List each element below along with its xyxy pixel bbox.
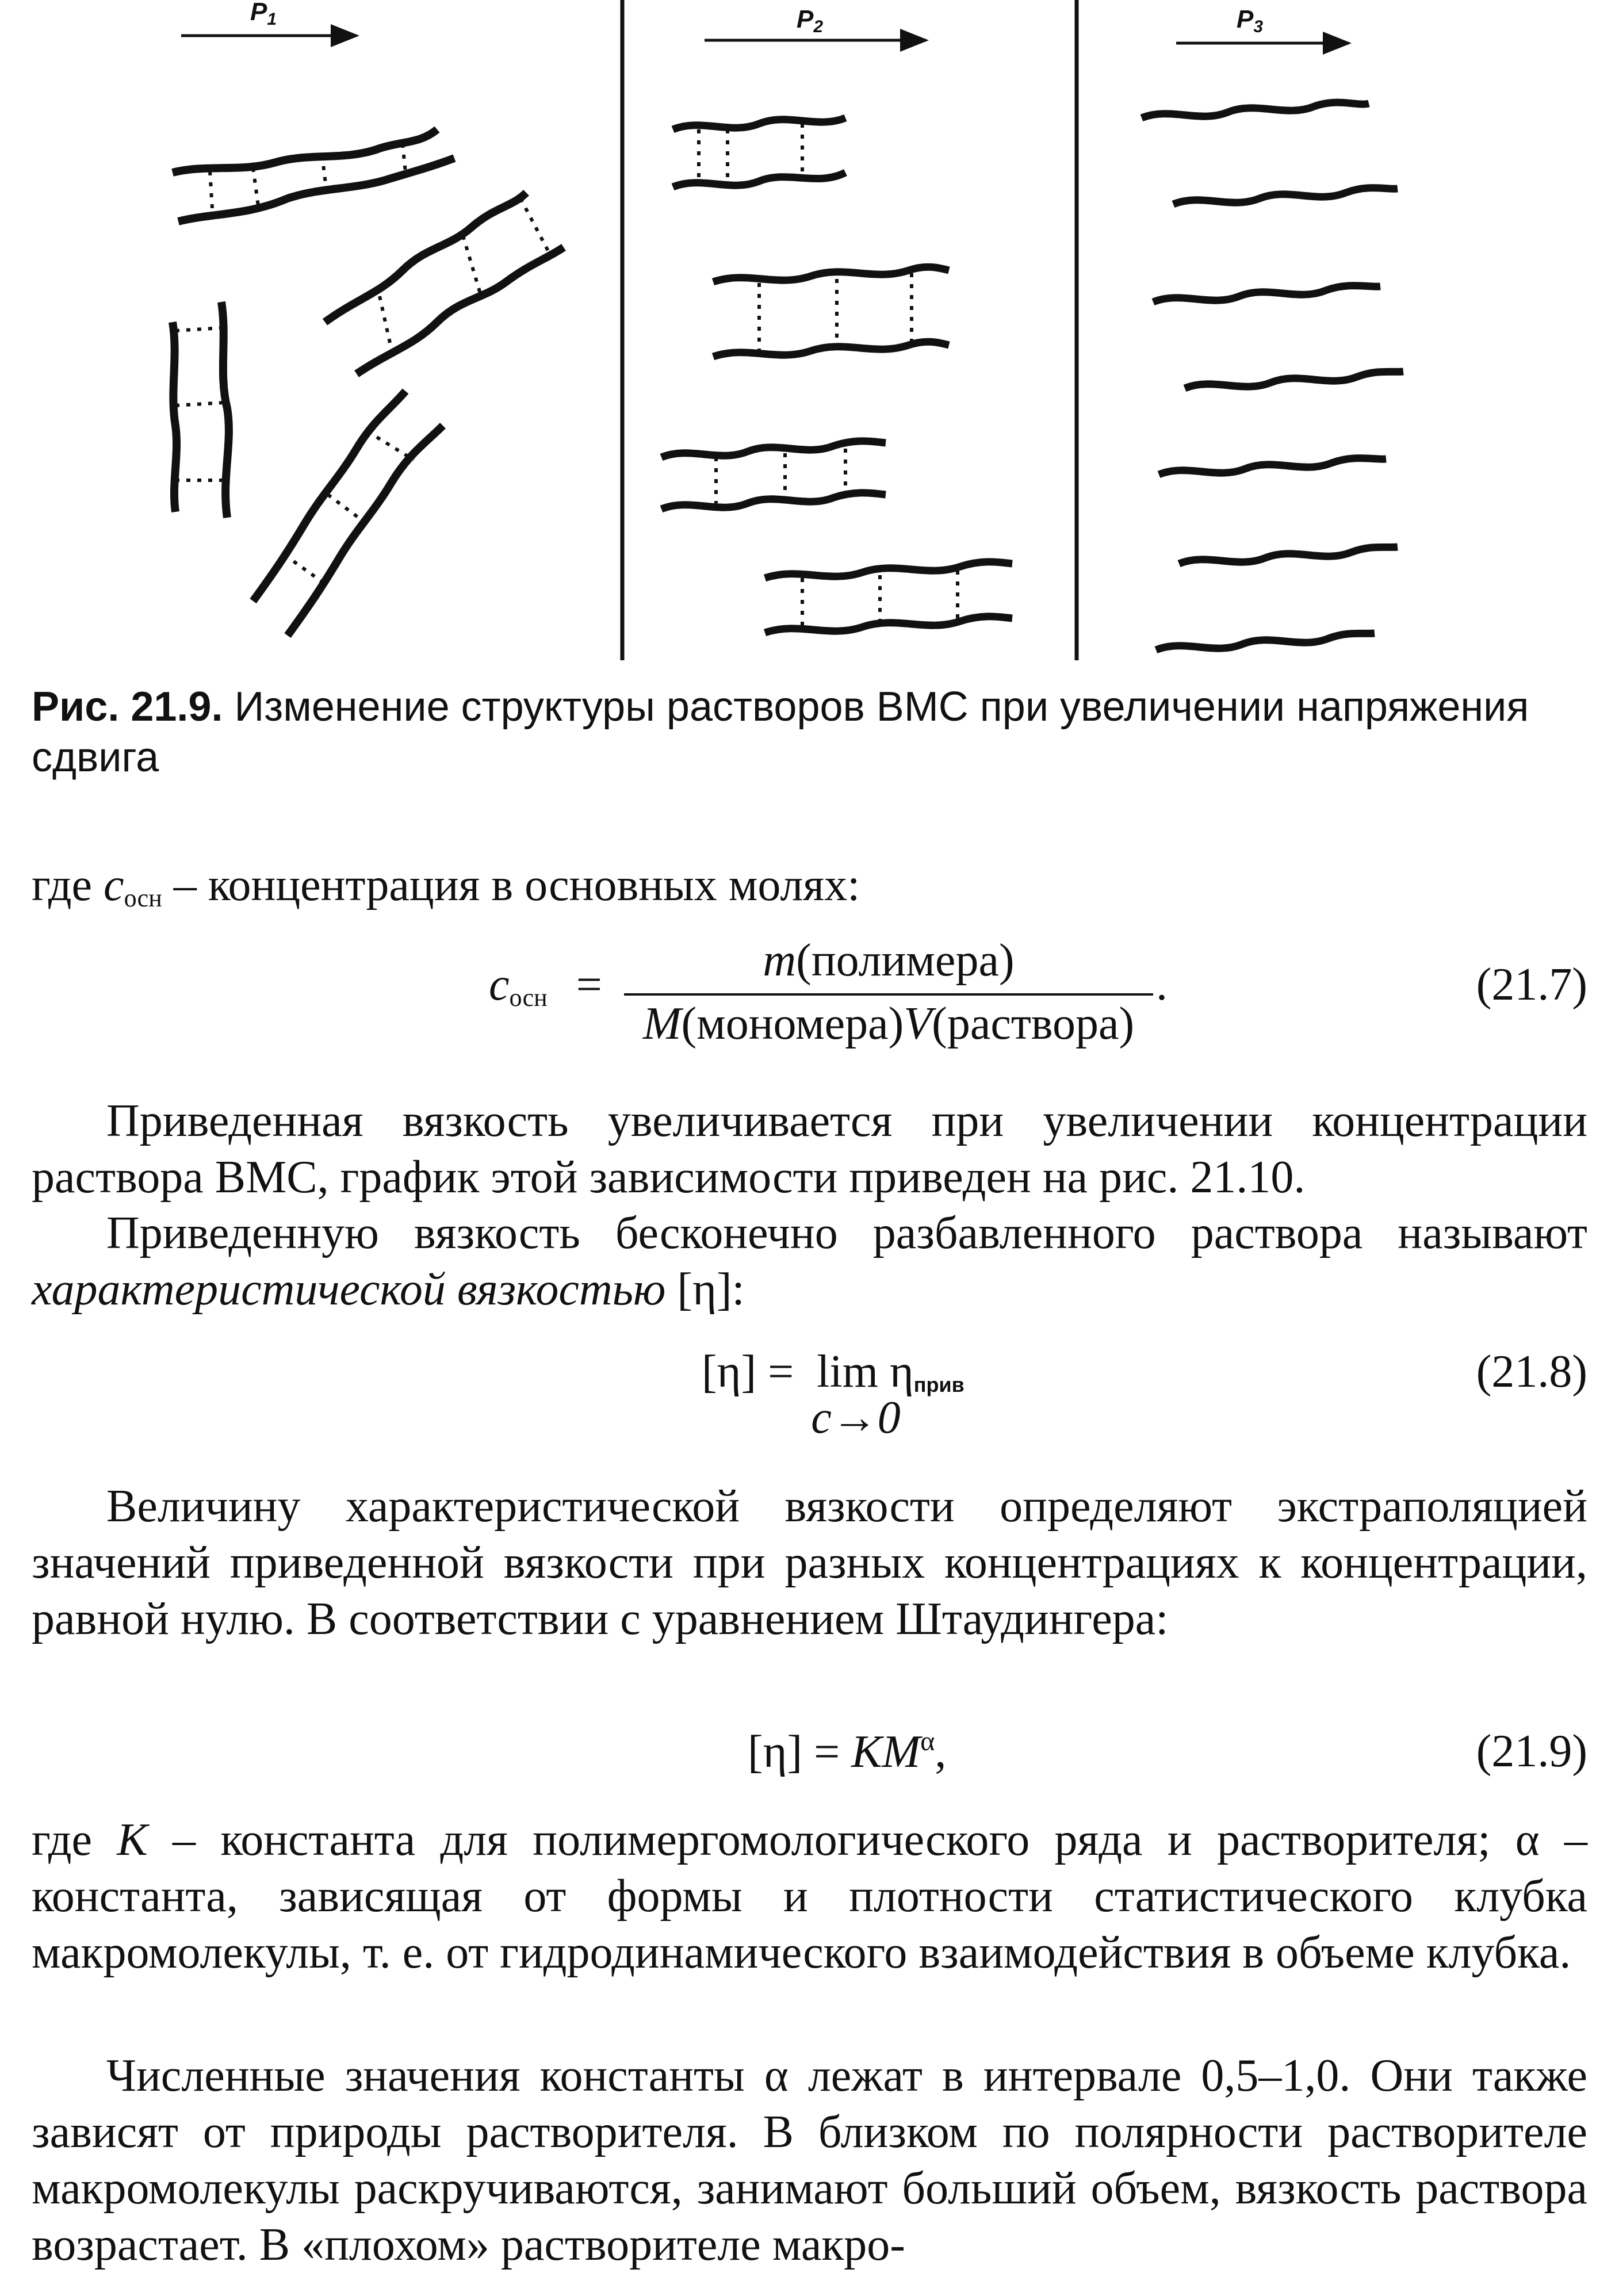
text: – концентрация в основных молях: (162, 860, 860, 910)
polymer-chain (1179, 547, 1398, 564)
polymer-chain (357, 247, 564, 374)
subscript: прив (913, 1373, 964, 1396)
panel-label-p3: P3 (1237, 5, 1264, 36)
paragraph-extrapolation: Величину характеристической вязкости определяют экстраполяцией значений приведенной вязкости при разных концентрациях к концентрации, равной нулю. В соответствии с уравнением Штаудингера: (32, 1481, 1587, 1644)
polymer-chain (173, 322, 177, 512)
crosslinks (759, 273, 912, 352)
paragraph-constants (32, 1812, 1587, 1981)
equation-number: (21.7) (1476, 959, 1587, 1010)
panel-1 (173, 0, 564, 636)
var: m (763, 935, 797, 986)
panel-2 (661, 5, 1012, 633)
text: – константа для полимергомологического ряда и растворителя; α – константа, зависящая от формы и плотности статистического клубка макромолекулы, т. е. от гидродинамического взаимодействия в объеме клубка. (32, 1815, 1587, 1978)
equation-21-8 (32, 1346, 1587, 1449)
limit-subscript: c→0 (811, 1392, 901, 1443)
polymer-chain (713, 267, 949, 282)
text: где (32, 1815, 117, 1865)
text: [η]: (665, 1264, 745, 1315)
eq-limit (811, 1346, 901, 1443)
panel-3 (1142, 5, 1403, 650)
polymer-chain (661, 493, 886, 509)
polymer-chain (173, 129, 437, 173)
polymer-chain (1142, 102, 1369, 118)
text: (полимера) (796, 935, 1015, 986)
figure-caption (32, 682, 1587, 783)
panel-label-p2: P2 (797, 5, 824, 36)
italic-term: характеристической вязкостью (32, 1264, 666, 1315)
polymer-chain (1156, 633, 1375, 650)
eq-denominator (624, 998, 1153, 1050)
subscript: осн (509, 984, 548, 1012)
caption-text: Изменение структуры растворов ВМС при увеличении напряжения сдвига (32, 684, 1529, 780)
polymer-chain (1159, 458, 1386, 474)
var: V (904, 998, 932, 1049)
var: M (642, 998, 682, 1049)
period: . (1156, 959, 1168, 1010)
polymer-chain (661, 441, 886, 457)
fraction-bar (624, 993, 1153, 996)
polymer-chain (1185, 372, 1403, 388)
equation-21-7 (32, 935, 1587, 1055)
crosslinks (175, 328, 224, 480)
comma: , (935, 1726, 947, 1777)
polymer-chain (765, 562, 1012, 578)
text: [η] = (702, 1346, 794, 1397)
eq-lhs (702, 1346, 964, 1443)
paragraph-reduced-viscosity: Приведенная вязкость увеличивается при увеличении концентрации раствора ВМС, график этой зависимости приведен на рис. 21.10. (32, 1096, 1587, 1203)
equation-number: (21.8) (1476, 1346, 1587, 1397)
superscript: α (920, 1726, 935, 1757)
var: KM (851, 1726, 921, 1777)
polymer-chain (1173, 188, 1398, 204)
var-c: c (104, 860, 124, 910)
paragraph-intrinsic-viscosity (32, 1205, 1587, 1318)
polymer-chain (325, 193, 526, 322)
var-k: K (117, 1815, 148, 1865)
text: [η] = (748, 1726, 852, 1777)
polymer-chain (221, 302, 229, 518)
paragraph-c-osn (32, 857, 1587, 927)
subscript: осн (124, 884, 162, 912)
polymer-chain (713, 342, 949, 357)
lim: lim (817, 1346, 878, 1397)
eq-lhs (489, 959, 602, 1012)
eq-body (748, 1725, 946, 1778)
eq-numerator (624, 935, 1153, 987)
equation-number: (21.9) (1476, 1726, 1587, 1777)
equals: = (576, 959, 602, 1010)
eta: η (889, 1346, 914, 1397)
polymer-chain (673, 118, 845, 129)
paragraph-alpha-values: Численные значения константы α лежат в интервале 0,5–1,0. Они также зависят от природы растворителя. В близком по полярности растворителе макромолекулы раскручиваются, занимают больший объем, вязкость раствора возрастает. В «плохом» растворителе макро- (32, 2050, 1587, 2270)
figure-21-9 (0, 0, 1619, 667)
text: Приведенную вязкость бесконечно разбавленного раствора называют (106, 1208, 1587, 1258)
text: (мономера) (681, 998, 904, 1049)
panel-label-p1: P1 (250, 0, 277, 29)
polymer-chain (288, 426, 443, 636)
polymer-chain (1153, 286, 1380, 302)
equation-21-9 (32, 1725, 1587, 1812)
text: где (32, 860, 104, 910)
var: c (489, 959, 510, 1010)
text: (раствора) (932, 998, 1135, 1049)
caption-number: Рис. 21.9. (32, 684, 223, 730)
